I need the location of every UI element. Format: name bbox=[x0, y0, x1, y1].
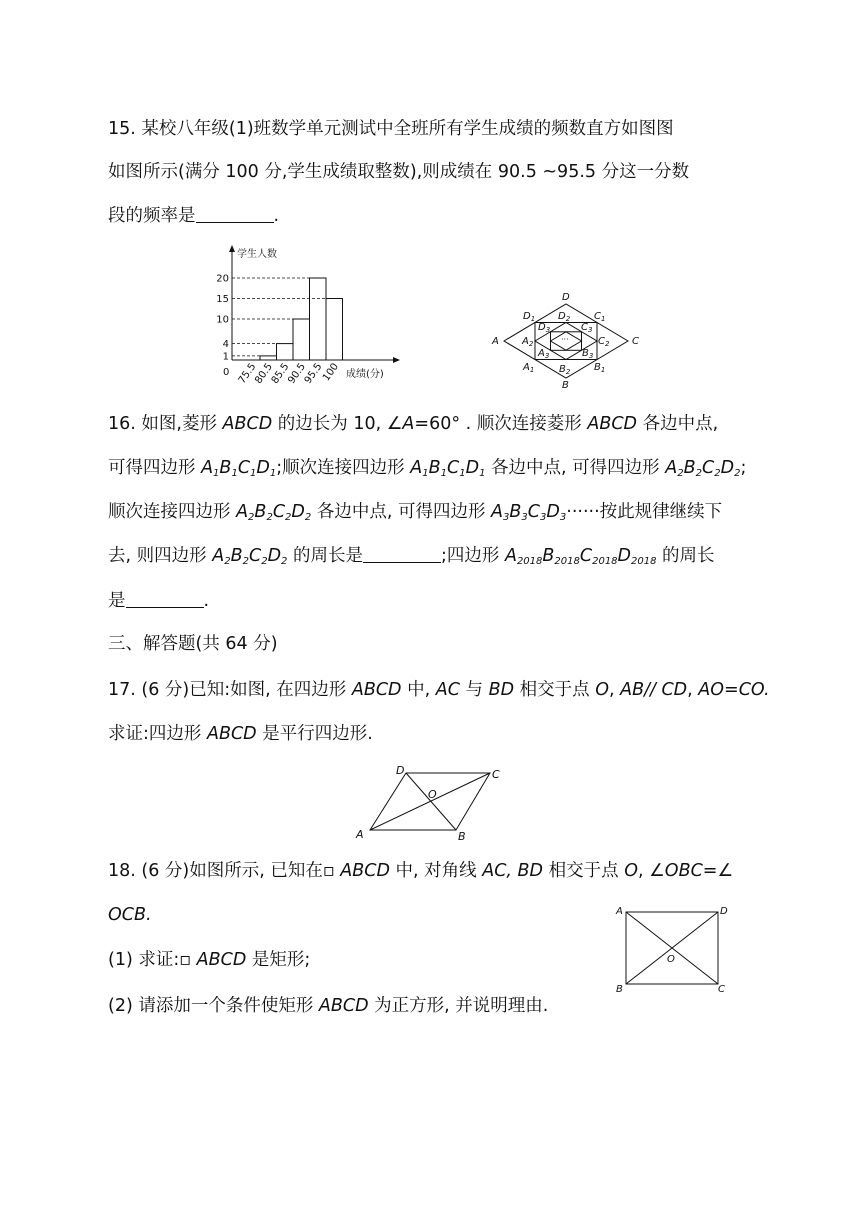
q16-answer-blank-1 bbox=[363, 546, 441, 563]
label-D1: $D_1$ bbox=[523, 311, 536, 323]
q15-end: . bbox=[273, 206, 280, 226]
origin-label: 0 bbox=[223, 367, 230, 378]
q15-line-1: 15. 某校八年级(1)班数学单元测试中全班所有学生成绩的频数直方如图图 bbox=[108, 119, 674, 139]
q16-line-5: 是 . bbox=[108, 591, 210, 611]
y-axis-arrow bbox=[229, 245, 235, 252]
x-tick-label: 90.5 bbox=[286, 361, 308, 386]
q15-line-2: 如图所示(满分 100 分,学生成绩取整数),则成绩在 90.5 ~95.5 分这一分数 bbox=[108, 162, 690, 182]
label-A: A bbox=[492, 336, 499, 347]
label-B2: $B_2$ bbox=[559, 364, 571, 376]
diagonal-bd bbox=[406, 773, 456, 830]
x-tick-label: 80.5 bbox=[253, 361, 275, 386]
y-tick-label: 4 bbox=[222, 339, 229, 351]
rhombus-dots: ··· bbox=[561, 335, 569, 344]
q16-line-1: 16. 如图,菱形 ABCD 的边长为 10, ∠A=60° . 顺次连接菱形 ABCD 各边中点, bbox=[108, 414, 719, 434]
rectangle-figure bbox=[612, 900, 736, 996]
x-tick-label: 85.5 bbox=[269, 361, 292, 386]
label-C1: $C_1$ bbox=[594, 311, 606, 323]
parallelogram-figure bbox=[350, 760, 510, 842]
label-C3: $C_3$ bbox=[581, 322, 593, 334]
q18-line-3: (1) 求证:▫ ABCD 是矩形; bbox=[108, 950, 311, 970]
x-tick-label: 75.5 bbox=[236, 361, 259, 386]
q16-answer-blank-2 bbox=[126, 591, 204, 608]
q15-line-3-text: 段的频率是 bbox=[108, 206, 196, 226]
label-O: O bbox=[428, 788, 437, 801]
section-3-heading: 三、解答题(共 64 分) bbox=[108, 634, 278, 654]
q15-line-3 bbox=[108, 204, 279, 228]
label-A2: $A_2$ bbox=[522, 336, 534, 348]
q17-line-1: 17. (6 分)已知:如图, 在四边形 ABCD 中, AC 与 BD 相交于点 O, AB// CD, AO=CO. bbox=[108, 680, 770, 700]
label-A: A bbox=[616, 906, 623, 917]
label-D3: $D_3$ bbox=[538, 322, 551, 334]
bar-85.5 bbox=[293, 319, 310, 360]
q15-answer-blank bbox=[196, 206, 274, 223]
label-O: O bbox=[667, 954, 675, 965]
q18-line-2: OCB. bbox=[108, 905, 152, 925]
bar-75.5 bbox=[260, 356, 277, 360]
bar-95.5 bbox=[326, 299, 343, 361]
rhombus-figure bbox=[486, 288, 646, 390]
frequency-histogram bbox=[210, 240, 410, 390]
q16-line-3: 顺次连接四边形 $A_2B_2C_2D_2$ 各边中点, 可得四边形 $A_3B_3C_3D_3\cdot\cdot\cdot\cdot\cdot\cdot$按此规律继续下 bbox=[108, 502, 723, 523]
x-tick-label: 100 bbox=[320, 361, 341, 384]
y-tick-label: 1 bbox=[222, 351, 229, 363]
q16-line-4: 去, 则四边形 $A_2B_2C_2D_2$ 的周长是 ;四边形 $A_{2018}B_{2018}C_{2018}D_{2018}$ 的周长 bbox=[108, 546, 715, 567]
label-B: B bbox=[562, 380, 569, 390]
x-axis-label: 成绩(分) bbox=[346, 369, 384, 380]
label-D: D bbox=[396, 764, 405, 777]
label-D2: $D_2$ bbox=[558, 311, 571, 323]
label-B1: $B_1$ bbox=[594, 362, 606, 374]
label-B: B bbox=[616, 984, 623, 995]
label-D: D bbox=[562, 292, 570, 303]
q17-line-2: 求证:四边形 ABCD 是平行四边形. bbox=[108, 724, 373, 744]
label-B: B bbox=[458, 830, 466, 842]
y-tick-label: 10 bbox=[216, 314, 229, 326]
y-axis-label: 学生人数 bbox=[237, 249, 277, 260]
y-tick-label: 15 bbox=[216, 294, 229, 305]
label-A: A bbox=[356, 828, 364, 841]
label-A3: $A_3$ bbox=[538, 348, 550, 360]
bar-90.5 bbox=[310, 278, 327, 360]
label-B3: $B_3$ bbox=[582, 348, 594, 360]
label-C2: $C_2$ bbox=[598, 336, 610, 348]
bar-80.5 bbox=[277, 344, 294, 360]
label-C: C bbox=[718, 984, 725, 995]
y-tick-label: 20 bbox=[216, 273, 229, 285]
x-tick-label: 95.5 bbox=[302, 361, 325, 386]
label-D: D bbox=[720, 906, 728, 917]
q18-line-4: (2) 请添加一个条件使矩形 ABCD 为正方形, 并说明理由. bbox=[108, 996, 549, 1016]
label-C: C bbox=[632, 336, 639, 347]
q18-line-1: 18. (6 分)如图所示, 已知在▫ ABCD 中, 对角线 AC, BD 相交于点 O, ∠OBC=∠ bbox=[108, 861, 734, 881]
q16-line-2: 可得四边形 $A_1B_1C_1D_1$;顺次连接四边形 $A_1B_1C_1D_1$ 各边中点, 可得四边形 $A_2B_2C_2D_2$; bbox=[108, 458, 747, 479]
label-C: C bbox=[492, 768, 500, 781]
x-axis-arrow bbox=[393, 357, 400, 363]
label-A1: $A_1$ bbox=[523, 362, 535, 374]
